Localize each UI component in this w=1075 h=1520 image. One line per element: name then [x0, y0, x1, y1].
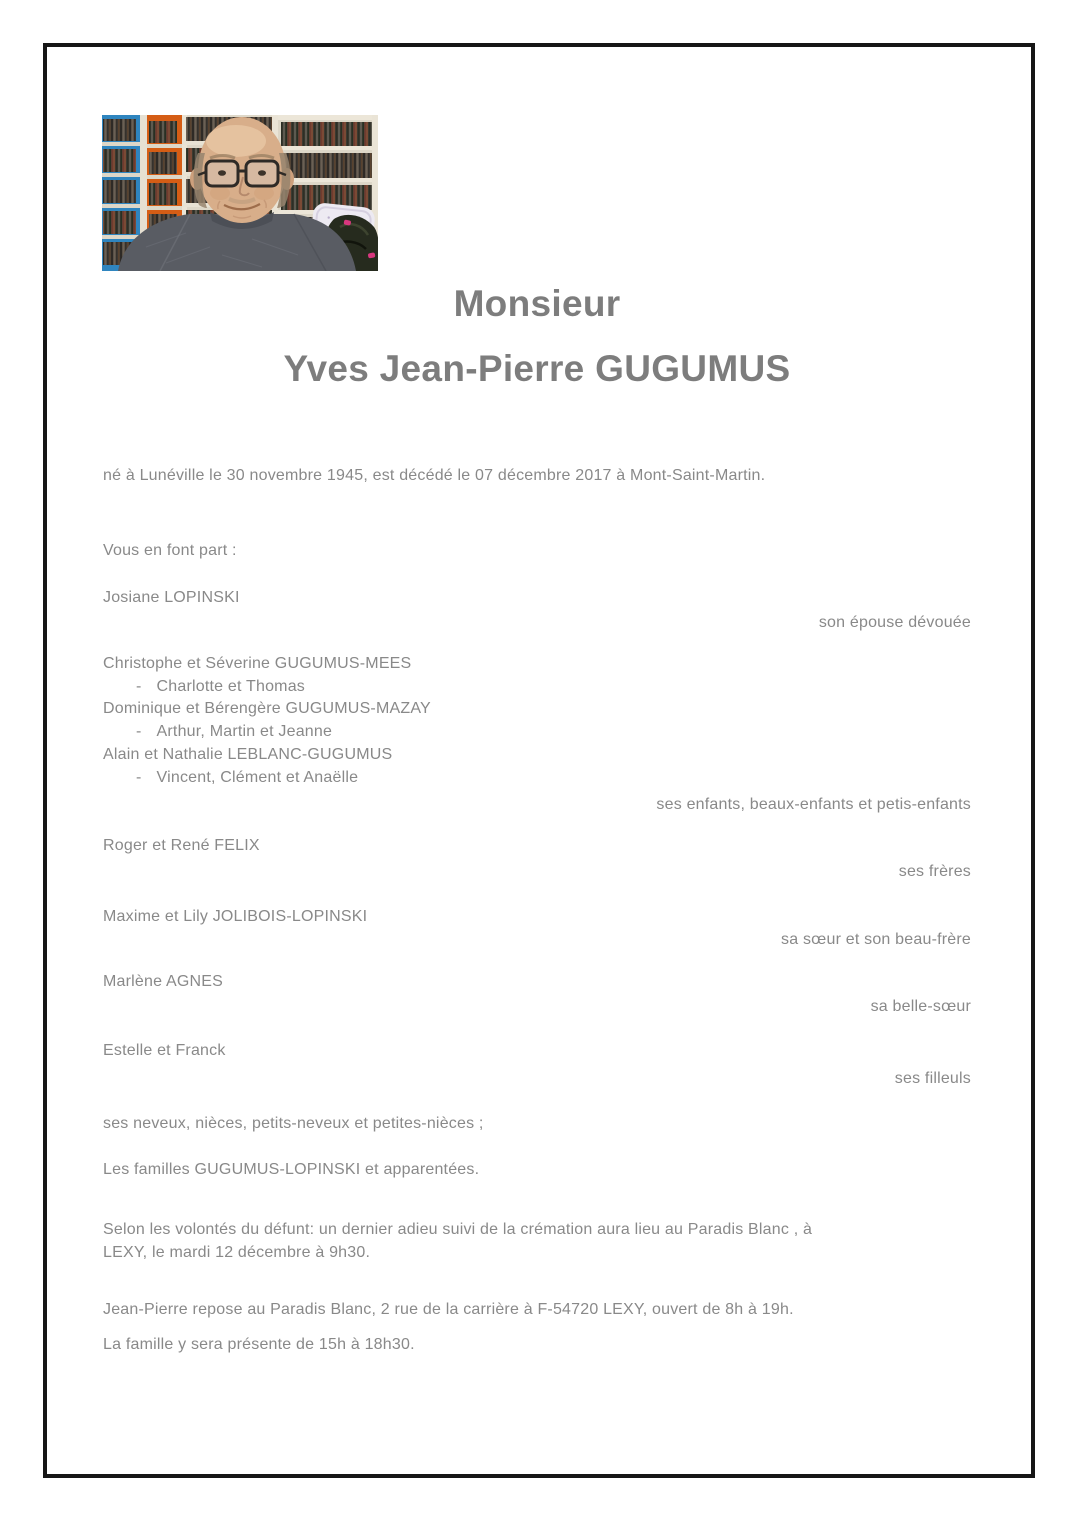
children-parents-line: Christophe et Séverine GUGUMUS-MEES [103, 655, 412, 672]
nephews-line: ses neveux, nièces, petits-neveux et petites-nièces ; [103, 1115, 484, 1132]
children-parents-line: Dominique et Bérengère GUGUMUS-MAZAY [103, 700, 431, 717]
children-parents-line: Alain et Nathalie LEBLANC-GUGUMUS [103, 746, 393, 763]
families-line: Les familles GUGUMUS-LOPINSKI et apparentées. [103, 1161, 480, 1178]
presence-line: La famille y sera présente de 15h à 18h30. [103, 1336, 415, 1353]
godchildren-name-line: Estelle et Franck [103, 1042, 226, 1059]
bullet-dash: - [136, 769, 142, 786]
title-salutation: Monsieur [453, 283, 621, 324]
grandchildren-names: Arthur, Martin et Jeanne [156, 723, 333, 740]
sister-relation-line: sa sœur et son beau-frère [781, 931, 971, 948]
grandchildren-line [136, 768, 358, 788]
brothers-relation-line: ses frères [898, 863, 971, 880]
sister-in-law-relation-line: sa belle-sœur [870, 998, 971, 1015]
ceremony-line-2: LEXY, le mardi 12 décembre à 9h30. [103, 1244, 371, 1261]
intro-line: né à Lunéville le 30 novembre 1945, est décédé le 07 décembre 2017 à Mont-Saint-Martin. [103, 467, 766, 484]
bullet-dash: - [136, 723, 142, 740]
spouse-name-line: Josiane LOPINSKI [103, 589, 240, 606]
sister-name-line: Maxime et Lily JOLIBOIS-LOPINSKI [103, 908, 368, 925]
grandchildren-names: Vincent, Clément et Anaëlle [156, 769, 359, 786]
ceremony-line-1: Selon les volontés du défunt: un dernier adieu suivi de la crémation aura lieu au Paradis Blanc , à [103, 1221, 813, 1238]
portrait-photo-illustration [102, 115, 378, 271]
grandchildren-line [136, 677, 305, 697]
portrait-photo [102, 115, 378, 271]
announcement-line: Vous en font part : [103, 542, 237, 559]
bullet-dash: - [136, 678, 142, 695]
children-relation-line: ses enfants, beaux-enfants et petis-enfants [656, 796, 971, 813]
grandchildren-names: Charlotte et Thomas [156, 678, 305, 695]
spouse-relation-line: son épouse dévouée [818, 614, 971, 631]
sister-in-law-name-line: Marlène AGNES [103, 973, 223, 990]
title-name: Yves Jean-Pierre GUGUMUS [283, 348, 791, 389]
godchildren-relation-line: ses filleuls [894, 1070, 971, 1087]
grandchildren-line [136, 722, 332, 742]
repose-line: Jean-Pierre repose au Paradis Blanc, 2 rue de la carrière à F-54720 LEXY, ouvert de 8h à 19h. [103, 1301, 794, 1318]
brothers-name-line: Roger et René FELIX [103, 837, 260, 854]
